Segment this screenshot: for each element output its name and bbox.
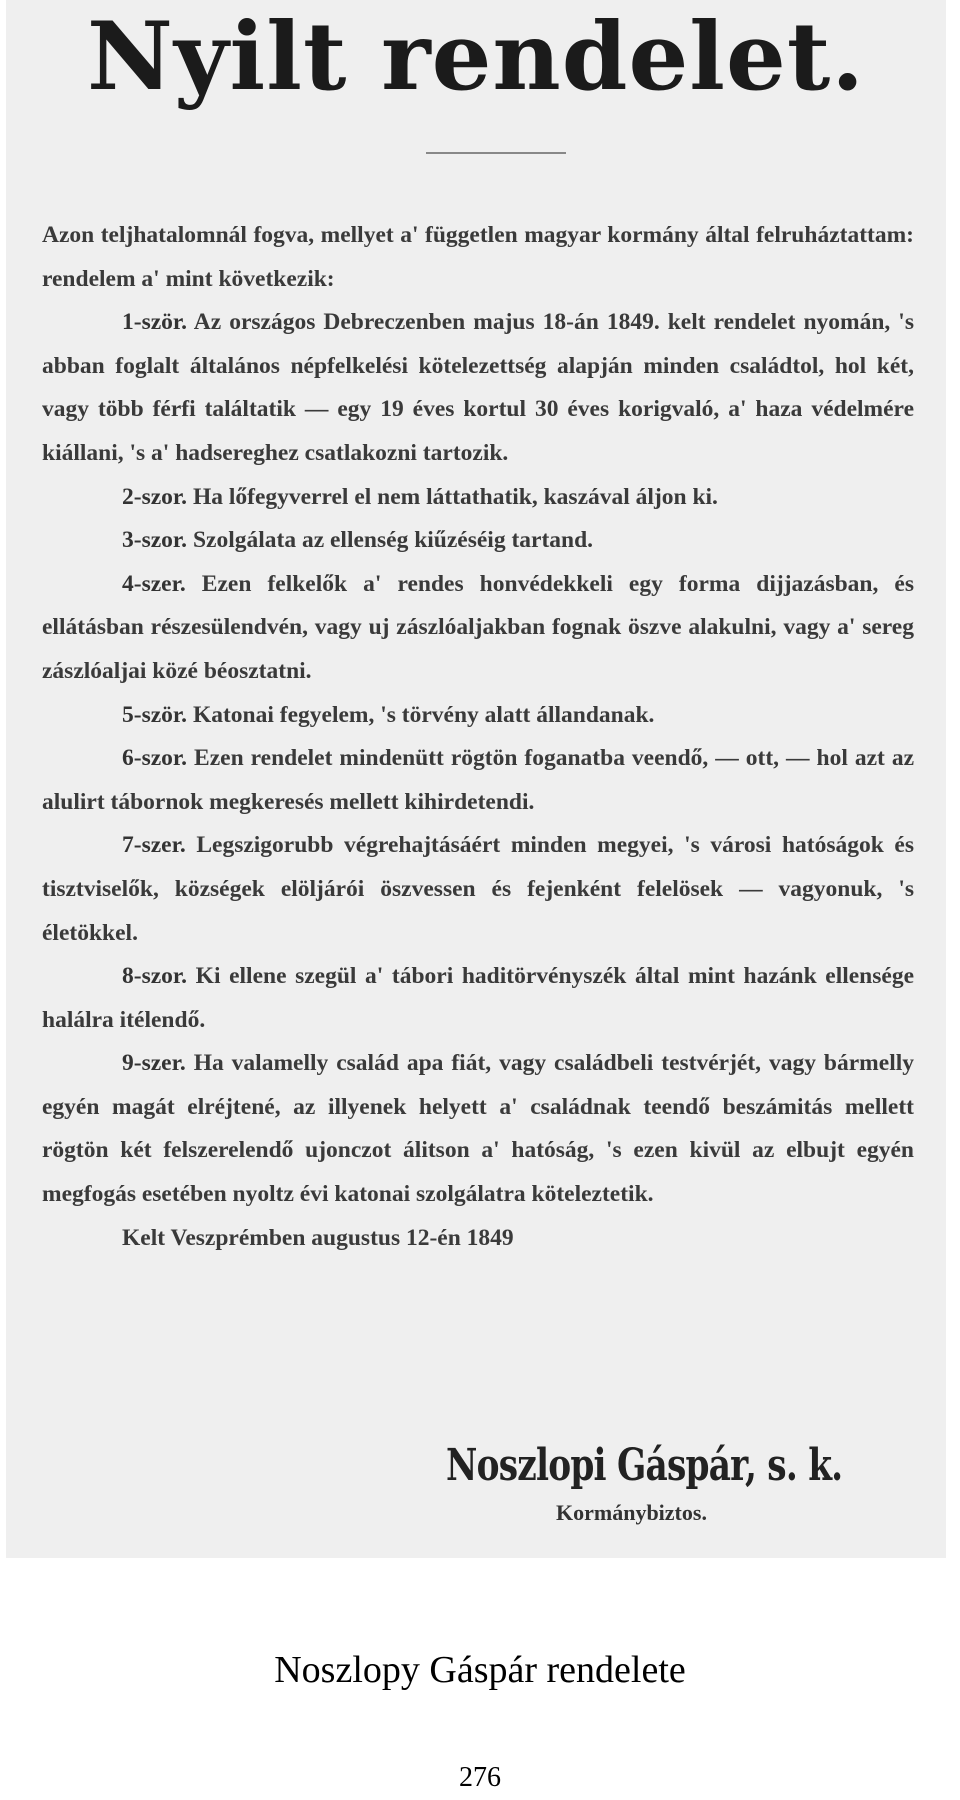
scanned-decree [6, 0, 946, 1558]
article-number: 4-szer. [122, 570, 186, 597]
article-number: 1-ször. [122, 309, 188, 336]
article-text: Katonai fegyelem, 's törvény alatt állandanak. [192, 701, 655, 728]
decree-date-place: Kelt Veszprémben augustus 12-én 1849 [122, 1224, 514, 1251]
article-number: 3-szor. [122, 527, 188, 554]
page-number: 276 [459, 1762, 501, 1793]
decree-body [42, 214, 914, 1260]
article-text: Ha valamelly család apa fiát, vagy családbeli testvérjét, vagy bármelly egyén magát elréjtené, az illyenek helyett a' családnak teendő beszámitás mellett rögtön két felszerelendő ujonczot álitson a' hatóság, 's ezen kivül az elbujt egyén megfogás esetében nyoltz évi katonai szolgálatra köteleztetik. [42, 1050, 915, 1208]
article-text: Legszigorubb végrehajtásáért minden megyei, 's városi hatóságok és tisztviselők, községek elöljárói öszvessen és fejenként felelösek — vagyonuk, 's életökkel. [42, 832, 914, 946]
article-2 [42, 476, 914, 520]
article-text: Ki ellene szegül a' tábori haditörvényszék által mint hazánk ellensége halálra itélendő. [42, 963, 915, 1033]
figure-caption: Noszlopy Gáspár rendelete [274, 1649, 686, 1691]
article-text: Ezen felkelők a' rendes honvédekkeli egy forma dijjazásban, és ellátásban részesülendvén, vagy uj zászlóaljakban fognak öszve alakulni, vagy a' sereg zászlóaljai közé béosztatni. [42, 570, 915, 684]
article-text: Ha lőfegyverrel el nem láttathatik, kaszával áljon ki. [192, 483, 718, 510]
article-number: 8-szor. [122, 963, 188, 990]
article-4 [42, 563, 914, 694]
article-3 [42, 519, 914, 563]
article-1 [42, 301, 914, 475]
article-number: 5-ször. [122, 701, 188, 728]
article-text: Az országos Debreczenben majus 18-án 1849. kelt rendelet nyomán, 's abban foglalt általános népfelkelési kötelezettség alapján minden családtol, hol két, vagy több férfi találtatik — egy 19 éves kortul 30 éves korigvaló, a' haza védelmére kiállani, 's a' hadsereghez csatlakozni tartozik. [42, 309, 914, 466]
signatory-role: Kormánybiztos. [556, 1500, 707, 1525]
article-6 [42, 737, 914, 824]
article-number: 9-szer. [122, 1050, 186, 1077]
article-number: 6-szor. [122, 745, 188, 772]
article-number: 2-szor. [122, 483, 188, 510]
title-divider [426, 152, 566, 154]
article-number: 7-szer. [122, 832, 186, 859]
decree-title: Nyilt rendelet. [87, 2, 865, 112]
article-text: Ezen rendelet mindenütt rögtön foganatba veendő, — ott, — hol azt az alulirt tábornok megkeresés mellett kihirdetendi. [42, 745, 914, 815]
signature: Noszlopi Gáspár, s. k. [446, 1440, 843, 1491]
article-7 [42, 824, 914, 955]
article-8 [42, 955, 914, 1042]
decree-intro: Azon teljhatalomnál fogva, mellyet a' független magyar kormány által felruháztattam: rendelem a' mint következik: [42, 222, 914, 292]
article-text: Szolgálata az ellenség kiűzéséig tartand. [192, 527, 594, 554]
article-9 [42, 1042, 914, 1216]
article-5 [42, 694, 914, 738]
